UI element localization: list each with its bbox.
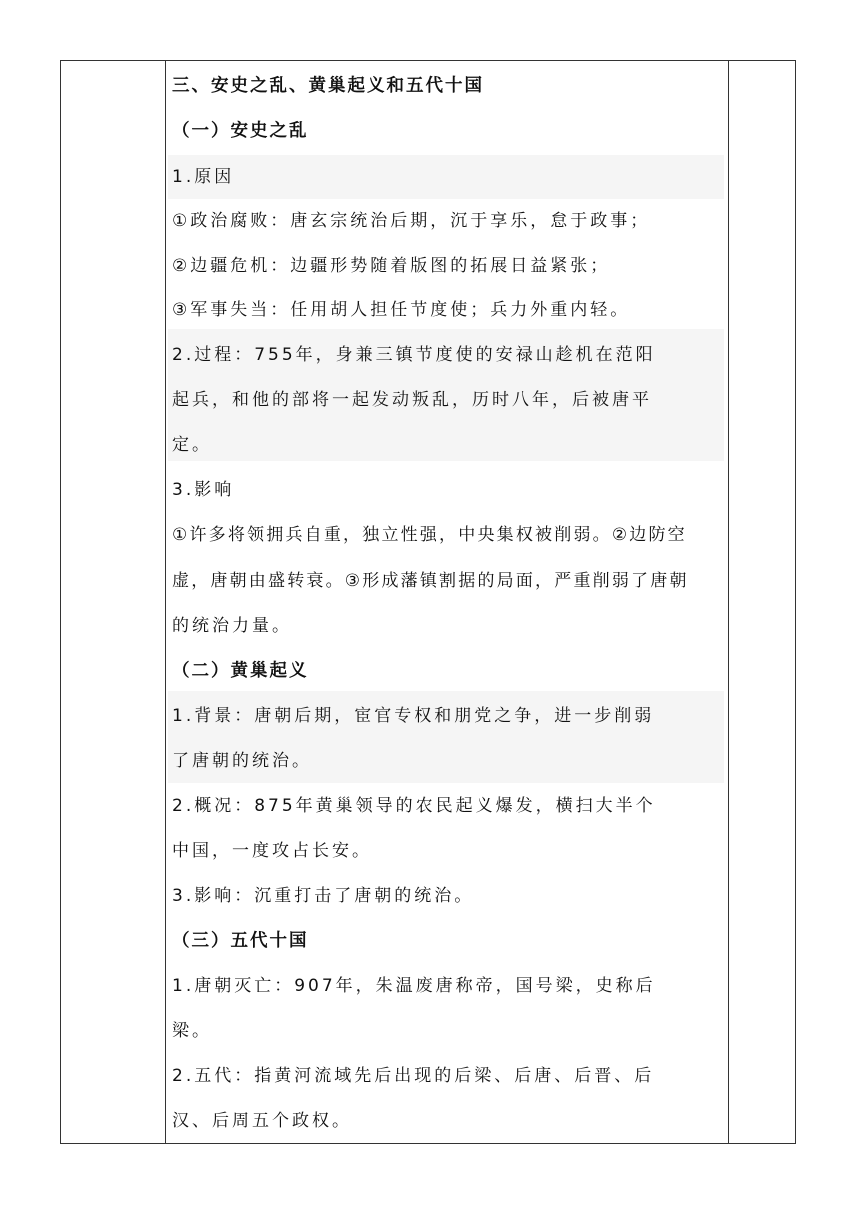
text-line: 了唐朝的统治。 (172, 751, 312, 771)
text-line: 定。 (172, 435, 212, 455)
text-line: ①许多将领拥兵自重，独立性强，中央集权被削弱。②边防空 (172, 525, 687, 545)
text-line: 虚，唐朝由盛转衰。③形成藩镇割据的局面，严重削弱了唐朝 (172, 571, 689, 591)
lesson-table (60, 60, 796, 1144)
text-line: 梁。 (172, 1021, 212, 1041)
text-line: ③军事失当：任用胡人担任节度使；兵力外重内轻。 (172, 300, 631, 320)
text-line: 的统治力量。 (172, 616, 292, 636)
subsection-heading-huang-chao: （二）黄巢起义 (172, 661, 309, 681)
text-line: 3.影响：沉重打击了唐朝的统治。 (172, 886, 475, 906)
table-column-divider-right (728, 61, 729, 1143)
text-line: 3.影响 (172, 480, 235, 500)
table-column-divider-left (165, 61, 166, 1143)
text-line: 中国，一度攻占长安。 (172, 841, 372, 861)
text-line: 2.过程：755年，身兼三镇节度使的安禄山趁机在范阳 (172, 345, 656, 365)
text-line: 2.概况：875年黄巢领导的农民起义爆发，横扫大半个 (172, 796, 656, 816)
text-line: ②边疆危机：边疆形势随着版图的拓展日益紧张； (172, 256, 611, 276)
text-line: 汉、后周五个政权。 (172, 1111, 352, 1131)
text-line: 起兵，和他的部将一起发动叛乱，历时八年，后被唐平 (172, 390, 652, 410)
subsection-heading-an-shi: （一）安史之乱 (172, 121, 309, 141)
subsection-heading-five-dynasties: （三）五代十国 (172, 931, 309, 951)
text-line: 2.五代：指黄河流域先后出现的后梁、后唐、后晋、后 (172, 1066, 655, 1086)
text-line: 1.唐朝灭亡：907年，朱温废唐称帝，国号梁，史称后 (172, 976, 656, 996)
text-line: 1.原因 (172, 167, 235, 187)
text-line: 1.背景：唐朝后期，宦官专权和朋党之争，进一步削弱 (172, 706, 655, 726)
text-line: ①政治腐败：唐玄宗统治后期，沉于享乐，怠于政事； (172, 211, 651, 231)
section-heading: 三、安史之乱、黄巢起义和五代十国 (172, 76, 484, 96)
